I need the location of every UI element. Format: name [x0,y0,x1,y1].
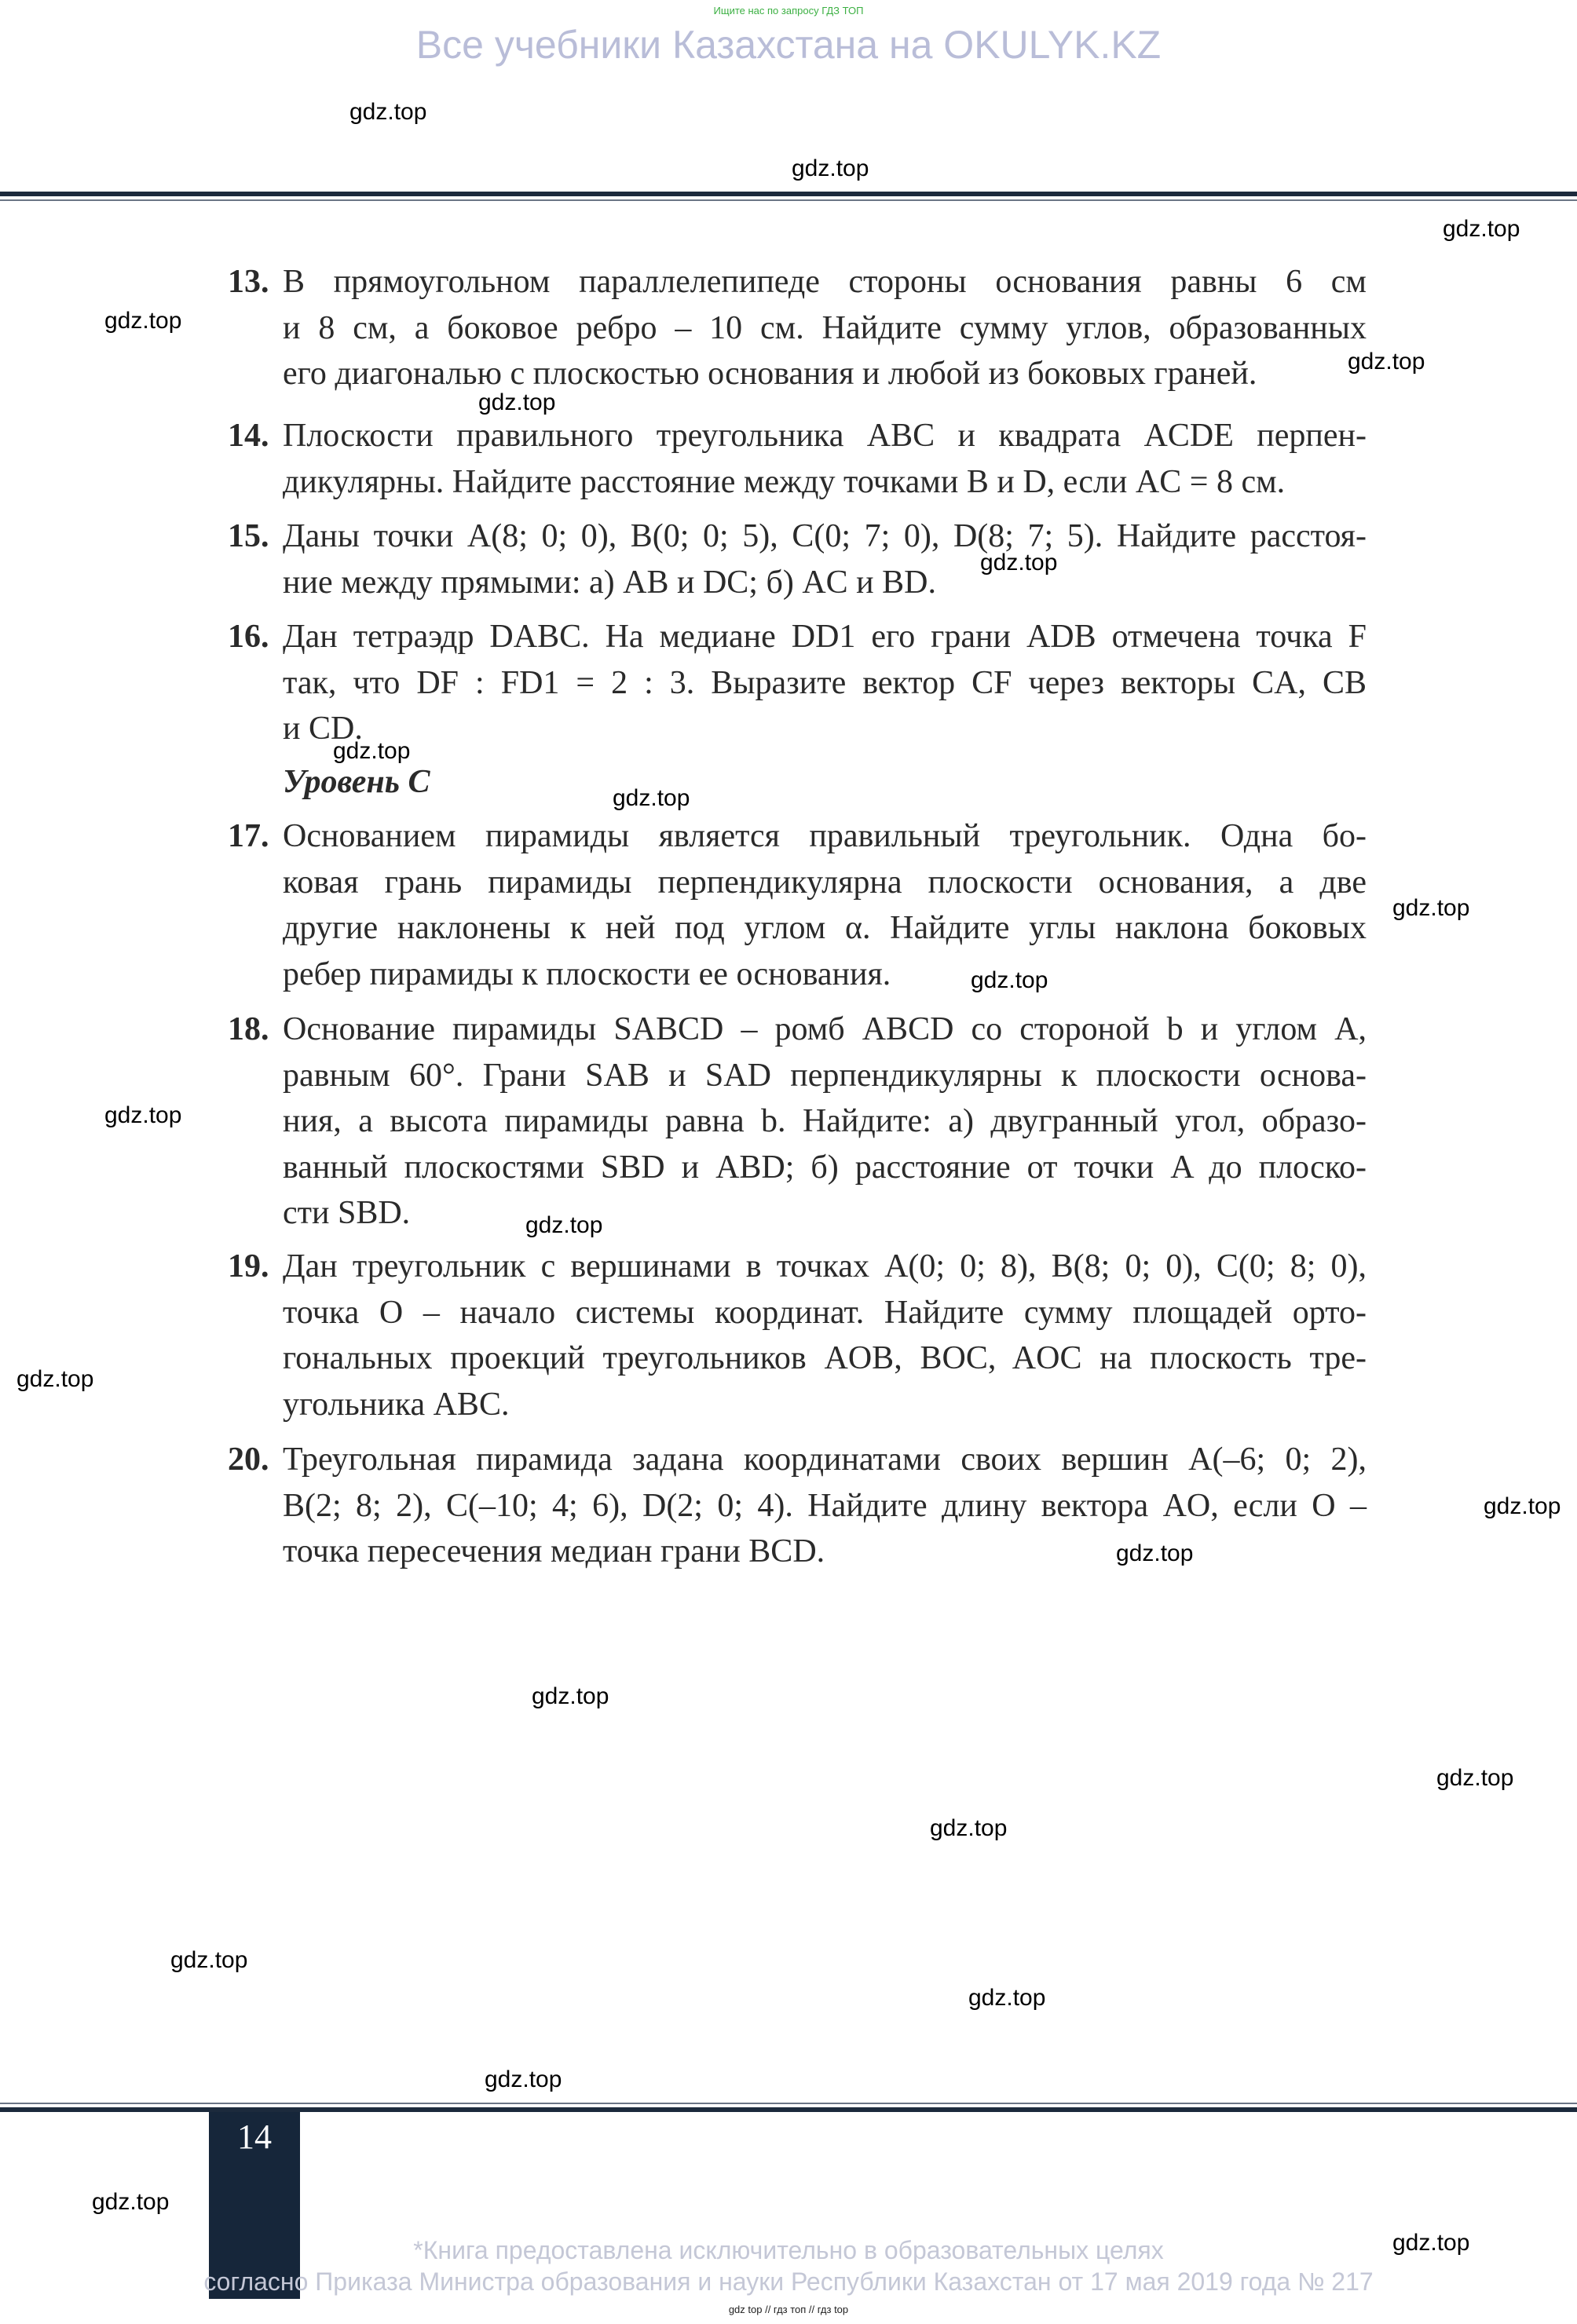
problem-line: Дан тетраэдр DABC. На медиане DD1 его грани ADB отмечена точка F [283,619,1367,655]
problem-line: Дан треугольник с вершинами в точках A(0; 0; 8), B(8; 0; 0), C(0; 8; 0), [283,1248,1367,1284]
problem-15 [228,513,1367,605]
problem-line: гональных проекций треугольников AOB, BOC, AOC на плоскость тре- [283,1340,1367,1376]
footer-disclaimer-line1: *Книга предоставлена исключительно в образовательных целях [413,2236,1164,2264]
problem-number: 17. [228,818,269,854]
watermark: gdz.top [1392,2230,1470,2256]
problem-line: и 8 см, а боковое ребро – 10 см. Найдите сумму углов, образованных [283,309,1367,346]
problem-20 [228,1437,1367,1575]
problem-line: его диагональю с плоскостью основания и любой из боковых граней. [283,356,1257,392]
level-heading: Уровень С [283,764,430,800]
problem-line: Треугольная пирамида задана координатами своих вершин A(–6; 0; 2), [283,1442,1367,1478]
problem-line: Плоскости правильного треугольника ABC и квадрата ACDE перпен- [283,418,1367,454]
problem-line: ния, а высота пирамиды равна b. Найдите: а) двугранный угол, образо- [283,1103,1367,1139]
problem-number: 16. [228,619,269,655]
watermark: gdz.top [478,389,556,415]
problem-number: 18. [228,1011,269,1047]
watermark: gdz.top [525,1212,603,1238]
problem-line: ванный плоскостями SBD и ABD; б) расстояние от точки A до плоско- [283,1149,1367,1186]
watermark: gdz.top [170,1947,248,1973]
problem-line: ребер пирамиды к плоскости ее основания. [283,956,891,992]
problem-line: точка пересечения медиан грани BCD. [283,1533,825,1569]
problem-line: B(2; 8; 2), C(–10; 4; 6), D(2; 0; 4). Найдите длину вектора AO, если O – [283,1487,1367,1524]
footer-rule-thin [0,2103,1577,2104]
problem-line: дикулярны. Найдите расстояние между точками B и D, если AC = 8 см. [283,463,1286,500]
problem-line: сти SBD. [283,1195,411,1231]
problem-line: ние между прямыми: а) AB и DC; б) AC и BD. [283,564,937,601]
problem-number: 15. [228,518,269,554]
problem-line: Основанием пирамиды является правильный треугольник. Одна бо- [283,818,1367,854]
problem-line: В прямоугольном параллелепипеде стороны основания равны 6 см [283,264,1367,300]
watermark: gdz.top [980,550,1058,576]
problem-line: угольника ABC. [283,1386,510,1423]
problem-line: ковая грань пирамиды перпендикулярна плоскости основания, а две [283,864,1367,901]
problem-number: 19. [228,1248,269,1284]
watermark: gdz.top [92,2189,170,2215]
top-search-note: Ищите нас по запросу ГДЗ ТОП [713,5,864,16]
footer-links[interactable]: gdz top // гдз топ // гдз top [728,2304,849,2315]
problem-16 [228,614,1367,752]
problem-17 [228,813,1367,997]
watermark: gdz.top [1116,1540,1194,1566]
watermark: gdz.top [930,1815,1008,1841]
problem-line: равным 60°. Грани SAB и SAD перпендикулярны к плоскости основа- [283,1057,1367,1094]
problem-number: 20. [228,1442,269,1478]
problem-19 [228,1244,1367,1427]
footer-disclaimer-line2: согласно Приказа Министра образования и науки Республики Казахстан от 17 мая 2019 года № 217 [203,2267,1374,2296]
problem-line: точка O – начало системы координат. Найдите сумму площадей орто- [283,1294,1367,1331]
watermark: gdz.top [971,967,1048,993]
watermark: gdz.top [1443,216,1520,242]
problem-14 [228,413,1367,505]
watermark: gdz.top [792,155,869,181]
header-rule-thin [0,199,1577,201]
watermark: gdz.top [485,2066,562,2092]
problem-line: так, что DF : FD1 = 2 : 3. Выразите вектор CF через векторы CA, CB [283,664,1367,701]
watermark: gdz.top [349,99,427,125]
problem-number: 14. [228,418,269,454]
problem-line: Основание пирамиды SABCD – ромб ABCD со стороной b и углом A, [283,1011,1367,1047]
watermark: gdz.top [1348,349,1425,375]
site-banner[interactable]: Все учебники Казахстана на OKULYK.KZ [415,23,1162,67]
watermark: gdz.top [968,1985,1046,2011]
watermark: gdz.top [104,1102,182,1128]
problem-number: 13. [228,264,269,300]
header-rule [0,192,1577,196]
watermark: gdz.top [1392,895,1470,921]
watermark: gdz.top [16,1366,94,1392]
problem-18 [228,1007,1367,1237]
problem-13 [228,259,1367,397]
watermark: gdz.top [333,738,411,764]
watermark: gdz.top [1436,1765,1514,1791]
problem-line: Даны точки A(8; 0; 0), B(0; 0; 5), C(0; 7; 0), D(8; 7; 5). Найдите расстоя- [283,518,1367,554]
problem-line: другие наклонены к ней под углом α. Найдите углы наклона боковых [283,910,1367,946]
watermark: gdz.top [104,308,182,334]
page-number: 14 [237,2118,272,2156]
problem-line: и CD. [283,711,363,747]
watermark: gdz.top [532,1683,609,1709]
watermark: gdz.top [1484,1493,1561,1519]
watermark: gdz.top [613,785,690,811]
